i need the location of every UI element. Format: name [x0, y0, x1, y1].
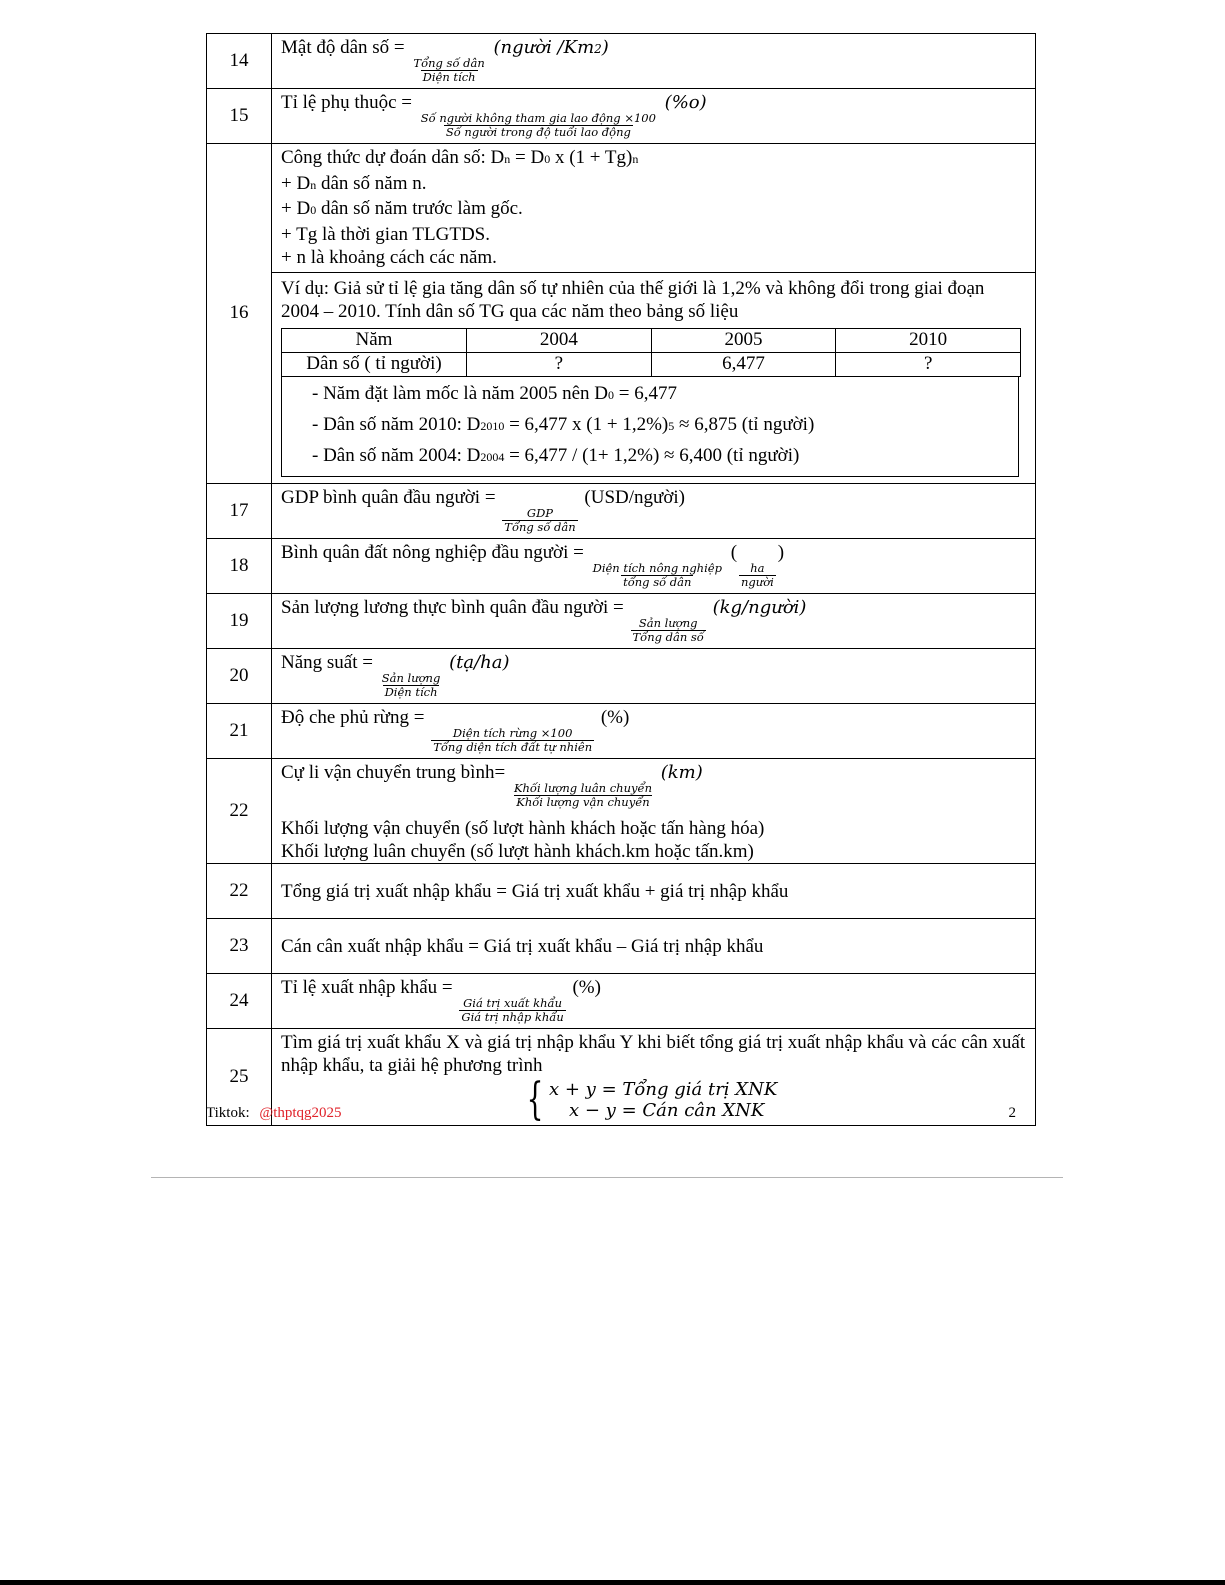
formula-table-container: [206, 33, 1036, 1126]
row-number: 22: [207, 758, 272, 863]
note-line: Khối lượng vận chuyển (số lượt hành khách hoặc tấn hàng hóa): [281, 817, 765, 839]
bottom-bar: [0, 1580, 1225, 1585]
table-row: [207, 918, 1036, 973]
row-content: [272, 538, 1036, 593]
header-cell: Năm: [282, 328, 467, 352]
numerator: Khối lượng luân chuyển: [513, 780, 652, 795]
formula-table: [206, 33, 1036, 1126]
row-number: 17: [207, 483, 272, 538]
row-content: [272, 89, 1036, 144]
numerator: Giá trị xuất khẩu: [463, 995, 562, 1010]
formula-line: [281, 761, 1026, 809]
denominator: Diện tích: [384, 684, 438, 699]
row-content: [272, 648, 1036, 703]
unit: (%): [572, 976, 601, 998]
unit: ( ha người ): [730, 541, 785, 589]
unit: (km): [660, 761, 703, 783]
table-header-row: [282, 328, 1021, 352]
page-divider: [151, 1177, 1063, 1178]
row-content: [272, 703, 1036, 758]
brace: {: [526, 1073, 544, 1125]
table-row: [207, 703, 1036, 758]
unit: (kg/người): [712, 596, 807, 618]
table-cell: ?: [836, 352, 1021, 376]
footer-label: Tiktok:: [206, 1105, 250, 1121]
calc-line: - Năm đặt làm mốc là năm 2005 nên D0 = 6,477: [312, 382, 677, 404]
fraction: [502, 507, 577, 534]
formula-note: + D0 dân số năm trước làm gốc.: [281, 198, 523, 219]
numerator: Tổng số dân: [413, 56, 485, 70]
page-footer: [206, 1105, 1016, 1122]
formula-label: Cự li vận chuyển trung bình=: [281, 761, 506, 783]
row-content: [272, 483, 1036, 538]
formula-note: + n là khoảng cách các năm.: [281, 247, 497, 268]
table-row: [207, 593, 1036, 648]
population-table: [281, 328, 1021, 377]
table-row: [207, 483, 1036, 538]
row-number: 18: [207, 538, 272, 593]
numerator: Số người không tham gia lao động ×100: [420, 111, 656, 125]
formula-label: Năng suất =: [281, 651, 373, 673]
formula-note: + Dn dân số năm n.: [281, 172, 427, 194]
numerator: Diện tích rừng ×100: [452, 725, 573, 740]
row-number: 15: [207, 89, 272, 144]
formula-label: Sản lượng lương thực bình quân đầu người =: [281, 596, 624, 618]
row-content: Tổng giá trị xuất nhập khẩu = Giá trị xuất khẩu + giá trị nhập khẩu: [272, 863, 1036, 918]
denominator: Số người trong độ tuổi lao động: [445, 125, 631, 139]
table-row: [207, 863, 1036, 918]
denominator: tổng số dân: [623, 574, 692, 589]
row-number: 14: [207, 34, 272, 89]
unit-fraction: ha người: [741, 560, 774, 589]
table-row: [207, 758, 1036, 863]
table-cell: Dân số ( tỉ người): [282, 352, 467, 376]
page-number: 2: [1008, 1105, 1016, 1121]
formula-label: Tỉ lệ phụ thuộc =: [281, 92, 413, 113]
numerator: Sản lượng: [638, 615, 698, 630]
header-cell: 2005: [651, 328, 836, 352]
equation: x + y = Tổng giá trị XNK: [549, 1078, 778, 1100]
note-line: Khối lượng luân chuyển (số lượt hành khách.km hoặc tấn.km): [281, 840, 754, 862]
fraction: [411, 57, 486, 84]
fraction: [419, 112, 658, 139]
denominator: Tổng diện tích đất tự nhiên: [433, 739, 593, 754]
calculation-block: [281, 377, 1019, 477]
fraction: [591, 562, 724, 589]
unit: (%): [600, 706, 630, 728]
row-number: 24: [207, 973, 272, 1028]
table-row: [207, 648, 1036, 703]
row-number: 16: [207, 144, 272, 484]
row-number: 23: [207, 918, 272, 973]
table-row: [207, 89, 1036, 144]
formula-label: Tỉ lệ xuất nhập khẩu =: [281, 976, 453, 998]
table-cell: ?: [467, 352, 652, 376]
calc-line: - Dân số năm 2004: D2004 = 6,477 / (1+ 1,2%) ≈ 6,400 (tỉ người): [312, 444, 800, 466]
tiktok-handle: @thptqg2025: [259, 1105, 342, 1121]
numerator: Diện tích nông nghiệp: [592, 560, 722, 575]
row-number: 22: [207, 863, 272, 918]
numerator: Sản lượng: [381, 670, 441, 685]
row-number: 19: [207, 593, 272, 648]
header-cell: 2004: [467, 328, 652, 352]
formula-label: Bình quân đất nông nghiệp đầu người =: [281, 541, 584, 563]
unit: (USD/người): [584, 486, 685, 508]
example-text: Ví dụ: Giả sử tỉ lệ gia tăng dân số tự nhiên của thế giới là 1,2% và không đổi trong giai đoạn 2004 – 2010. Tính dân số TG qua các năm theo bảng số liệu: [281, 277, 985, 322]
row-number: 25: [207, 1028, 272, 1125]
population-formula: Công thức dự đoán dân số: Dn = D0 x (1 + Tg)n: [281, 147, 639, 168]
formula-label: Mật độ dân số =: [281, 37, 405, 58]
row-content: [272, 758, 1036, 863]
fraction: [459, 997, 565, 1024]
numerator: GDP: [526, 505, 554, 520]
calc-line: - Dân số năm 2010: D2010 = 6,477 x (1 + 1,2%)5 ≈ 6,875 (tỉ người): [312, 413, 815, 435]
unit: (người /Km2): [493, 37, 609, 58]
fraction: [431, 727, 594, 754]
row-content: [272, 144, 1036, 484]
formula-label: GDP bình quân đầu người =: [281, 486, 496, 508]
problem-text: Tìm giá trị xuất khẩu X và giá trị nhập khẩu Y khi biết tổng giá trị xuất nhập khẩu và các cân xuất nhập khẩu, ta giải hệ phương trình: [281, 1031, 1026, 1076]
formula-label: Độ che phủ rừng =: [281, 706, 425, 728]
unit: (%o): [664, 92, 707, 113]
table-row: [207, 34, 1036, 89]
row-number: 21: [207, 703, 272, 758]
example-block: [272, 273, 1035, 483]
fraction: [631, 617, 706, 644]
table-row: [282, 352, 1021, 376]
table-row: [207, 538, 1036, 593]
denominator: Tổng số dân: [504, 519, 576, 534]
row-number: 20: [207, 648, 272, 703]
formula-note: + Tg là thời gian TLGTDS.: [281, 223, 490, 245]
fraction: [380, 672, 443, 699]
row-content: Cán cân xuất nhập khẩu = Giá trị xuất khẩu – Giá trị nhập khẩu: [272, 918, 1036, 973]
population-formula-block: [272, 144, 1035, 273]
denominator: Tổng dân số: [632, 629, 704, 644]
row-content: [272, 593, 1036, 648]
table-cell: 6,477: [651, 352, 836, 376]
fraction: [512, 782, 654, 809]
header-cell: 2010: [836, 328, 1021, 352]
row-content: [272, 34, 1036, 89]
denominator: Diện tích: [422, 70, 476, 84]
denominator: Khối lượng vận chuyển: [516, 794, 650, 809]
equation: x − y = Cán cân XNK: [569, 1099, 765, 1121]
table-row: [207, 973, 1036, 1028]
table-row: [207, 144, 1036, 484]
unit: (tạ/ha): [449, 651, 510, 673]
row-content: [272, 973, 1036, 1028]
denominator: Giá trị nhập khẩu: [461, 1009, 564, 1024]
